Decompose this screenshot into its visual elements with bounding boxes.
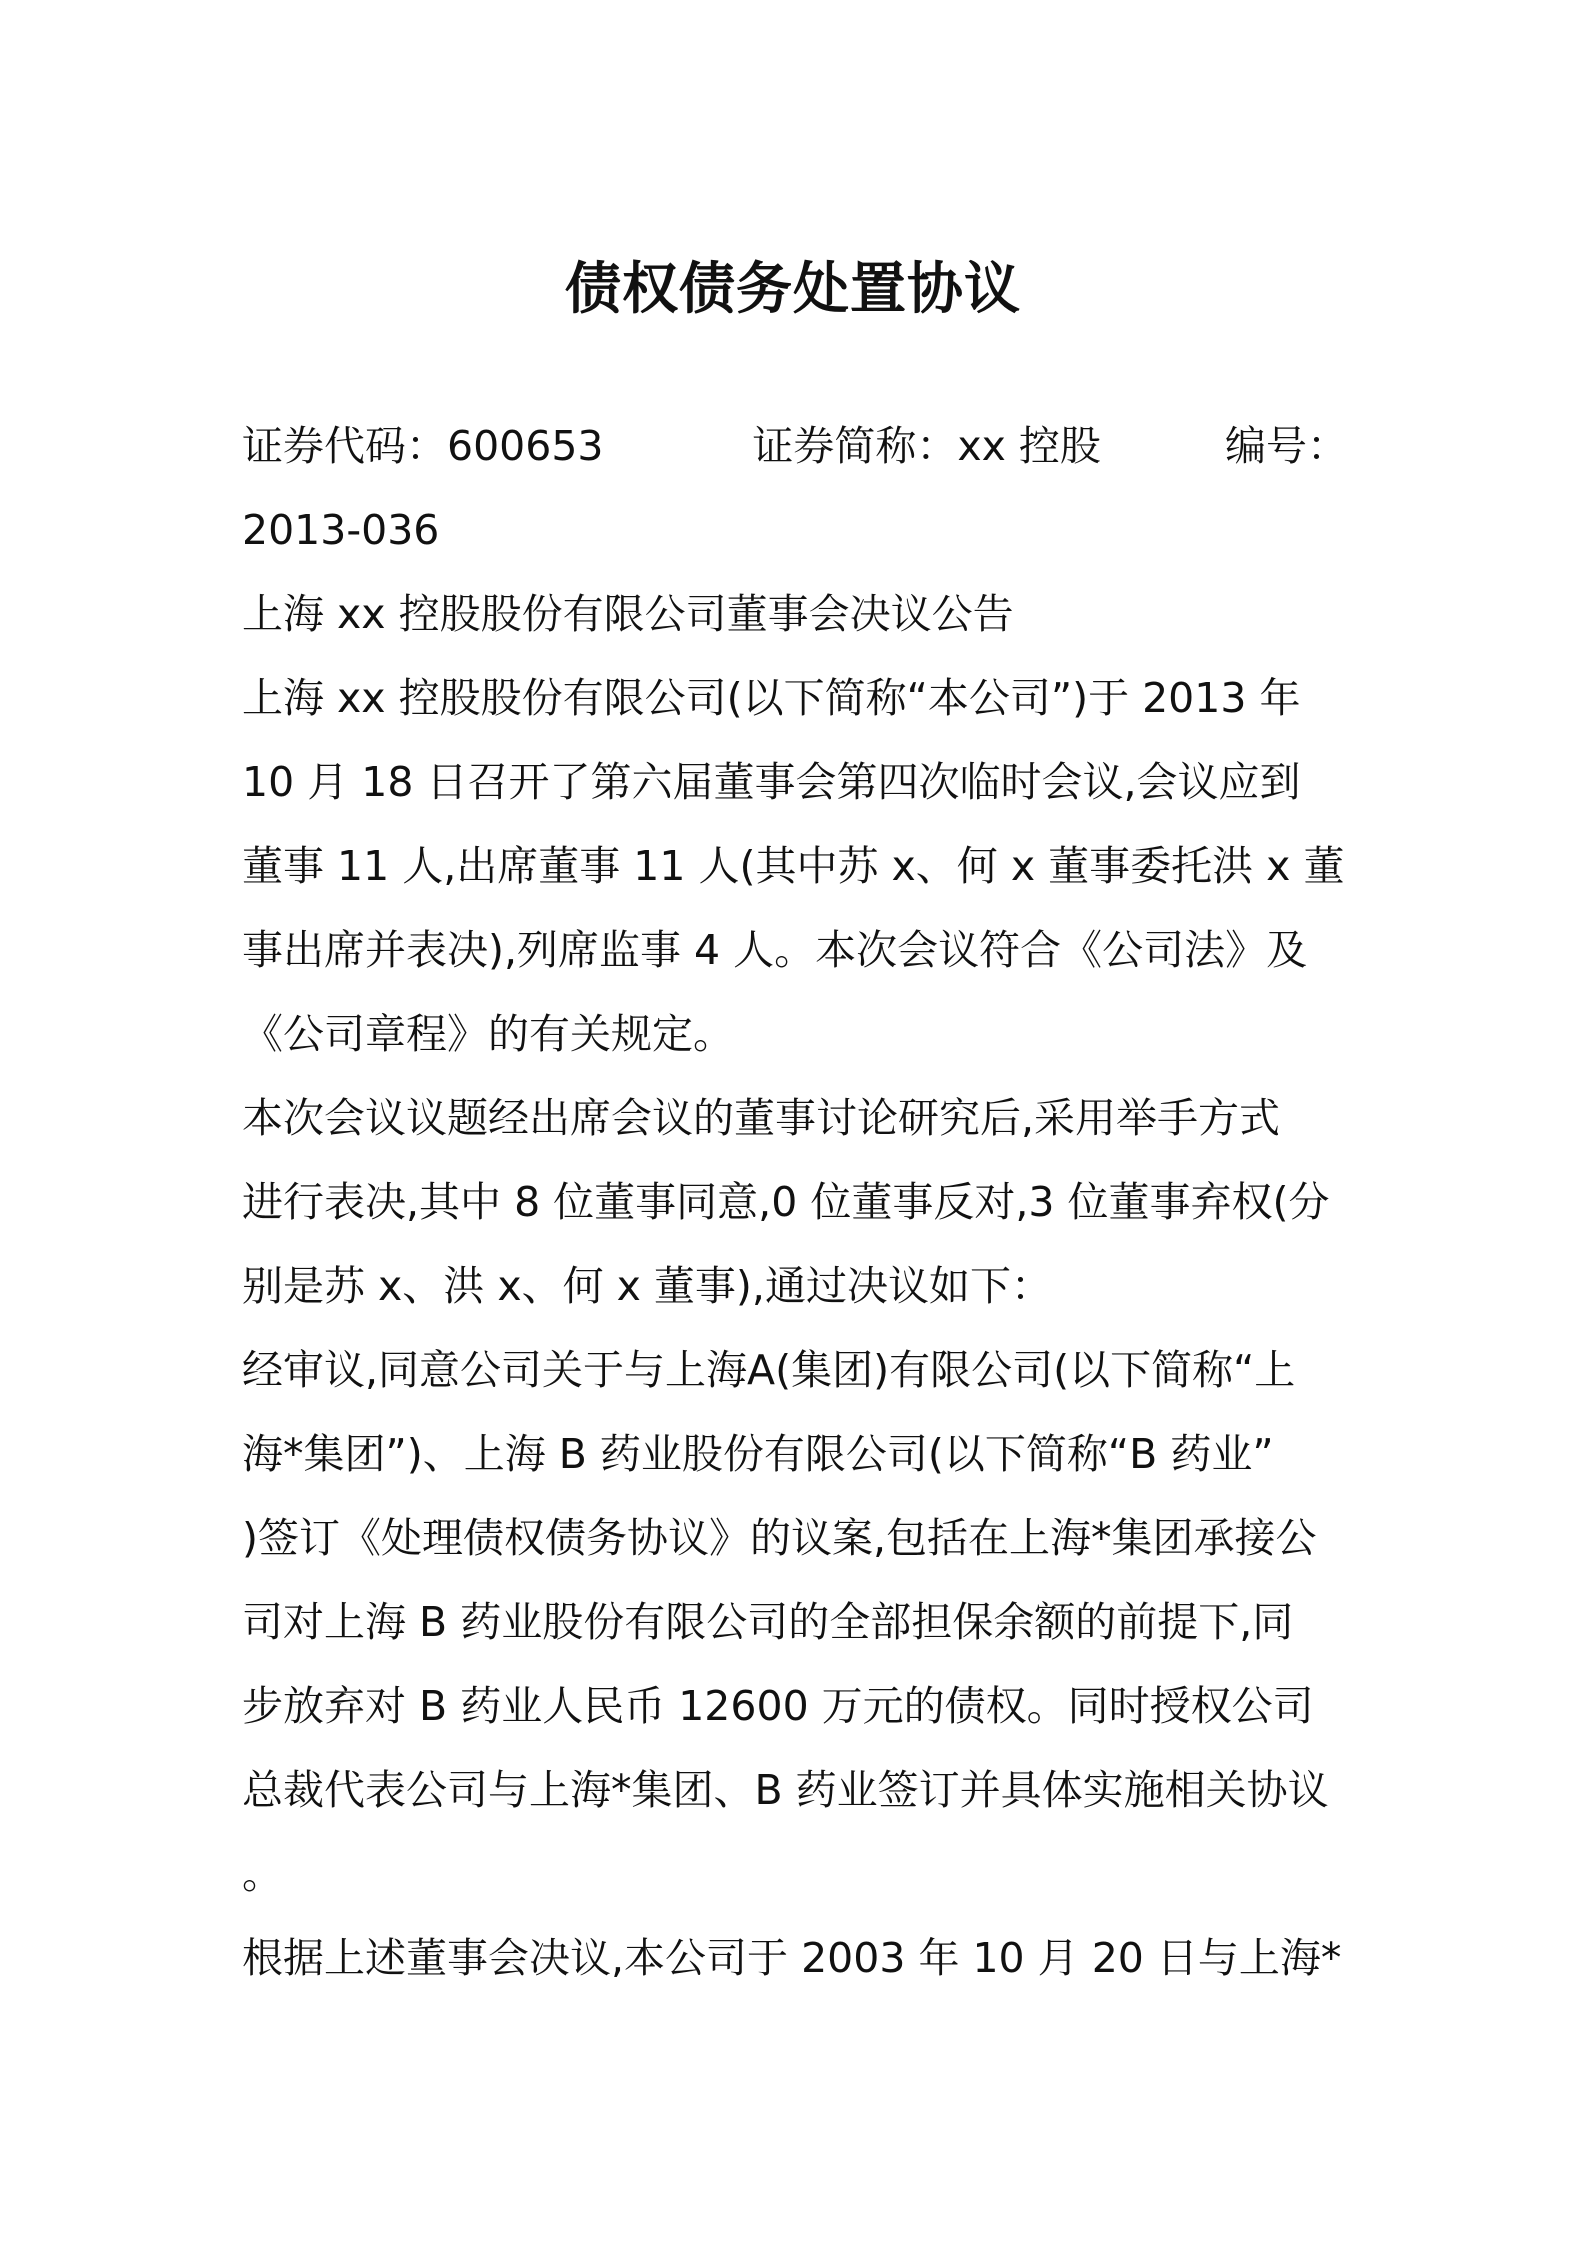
text-line: 司对上海 B 药业股份有限公司的全部担保余额的前提下,同: [242, 1598, 1294, 1646]
text-line: 经审议,同意公司关于与上海A(集团)有限公司(以下简称“上: [242, 1346, 1296, 1394]
announcement-heading: 上海 xx 控股股份有限公司董事会决议公告: [242, 590, 1014, 638]
text-line: 《公司章程》的有关规定。: [242, 1010, 734, 1058]
paragraph-3: [242, 1328, 1348, 1916]
security-abbr: 证券简称：xx 控股: [752, 422, 1101, 470]
text-line: 进行表决,其中 8 位董事同意,0 位董事反对,3 位董事弃权(分: [242, 1178, 1330, 1226]
text-line: 根据上述董事会决议,本公司于 2003 年 10 月 20 日与上海*: [242, 1934, 1342, 1982]
text-line: 步放弃对 B 药业人民币 12600 万元的债权。同时授权公司: [242, 1682, 1314, 1730]
meta-row: [242, 404, 1348, 488]
text-line: 10 月 18 日召开了第六届董事会第四次临时会议,会议应到: [242, 758, 1301, 806]
text-line: 事出席并表决),列席监事 4 人。本次会议符合《公司法》及: [242, 926, 1308, 974]
text-line: 。: [242, 1850, 283, 1898]
text-line: 本次会议议题经出席会议的董事讨论研究后,采用举手方式: [242, 1094, 1281, 1142]
document-body: [242, 404, 1348, 2000]
text-line: 海*集团”)、上海 B 药业股份有限公司(以下简称“B 药业”: [242, 1430, 1274, 1478]
document-title: 债权债务处置协议: [565, 257, 1021, 322]
paragraph-2: [242, 1076, 1348, 1328]
security-code: 证券代码：600653: [242, 422, 604, 470]
notice-number-label: 编号：: [1225, 422, 1348, 470]
text-line: 上海 xx 控股股份有限公司(以下简称“本公司”)于 2013 年: [242, 674, 1301, 722]
paragraph-1: [242, 656, 1348, 1076]
paragraph-4: [242, 1916, 1348, 2000]
text-line: )签订《处理债权债务协议》的议案,包括在上海*集团承接公: [242, 1514, 1317, 1562]
text-line: 别是苏 x、洪 x、何 x 董事),通过决议如下：: [242, 1262, 1052, 1310]
notice-number-value: 2013-036: [242, 506, 440, 554]
text-line: 董事 11 人,出席董事 11 人(其中苏 x、何 x 董事委托洪 x 董: [242, 842, 1345, 890]
text-line: 总裁代表公司与上海*集团、B 药业签订并具体实施相关协议: [242, 1766, 1329, 1814]
